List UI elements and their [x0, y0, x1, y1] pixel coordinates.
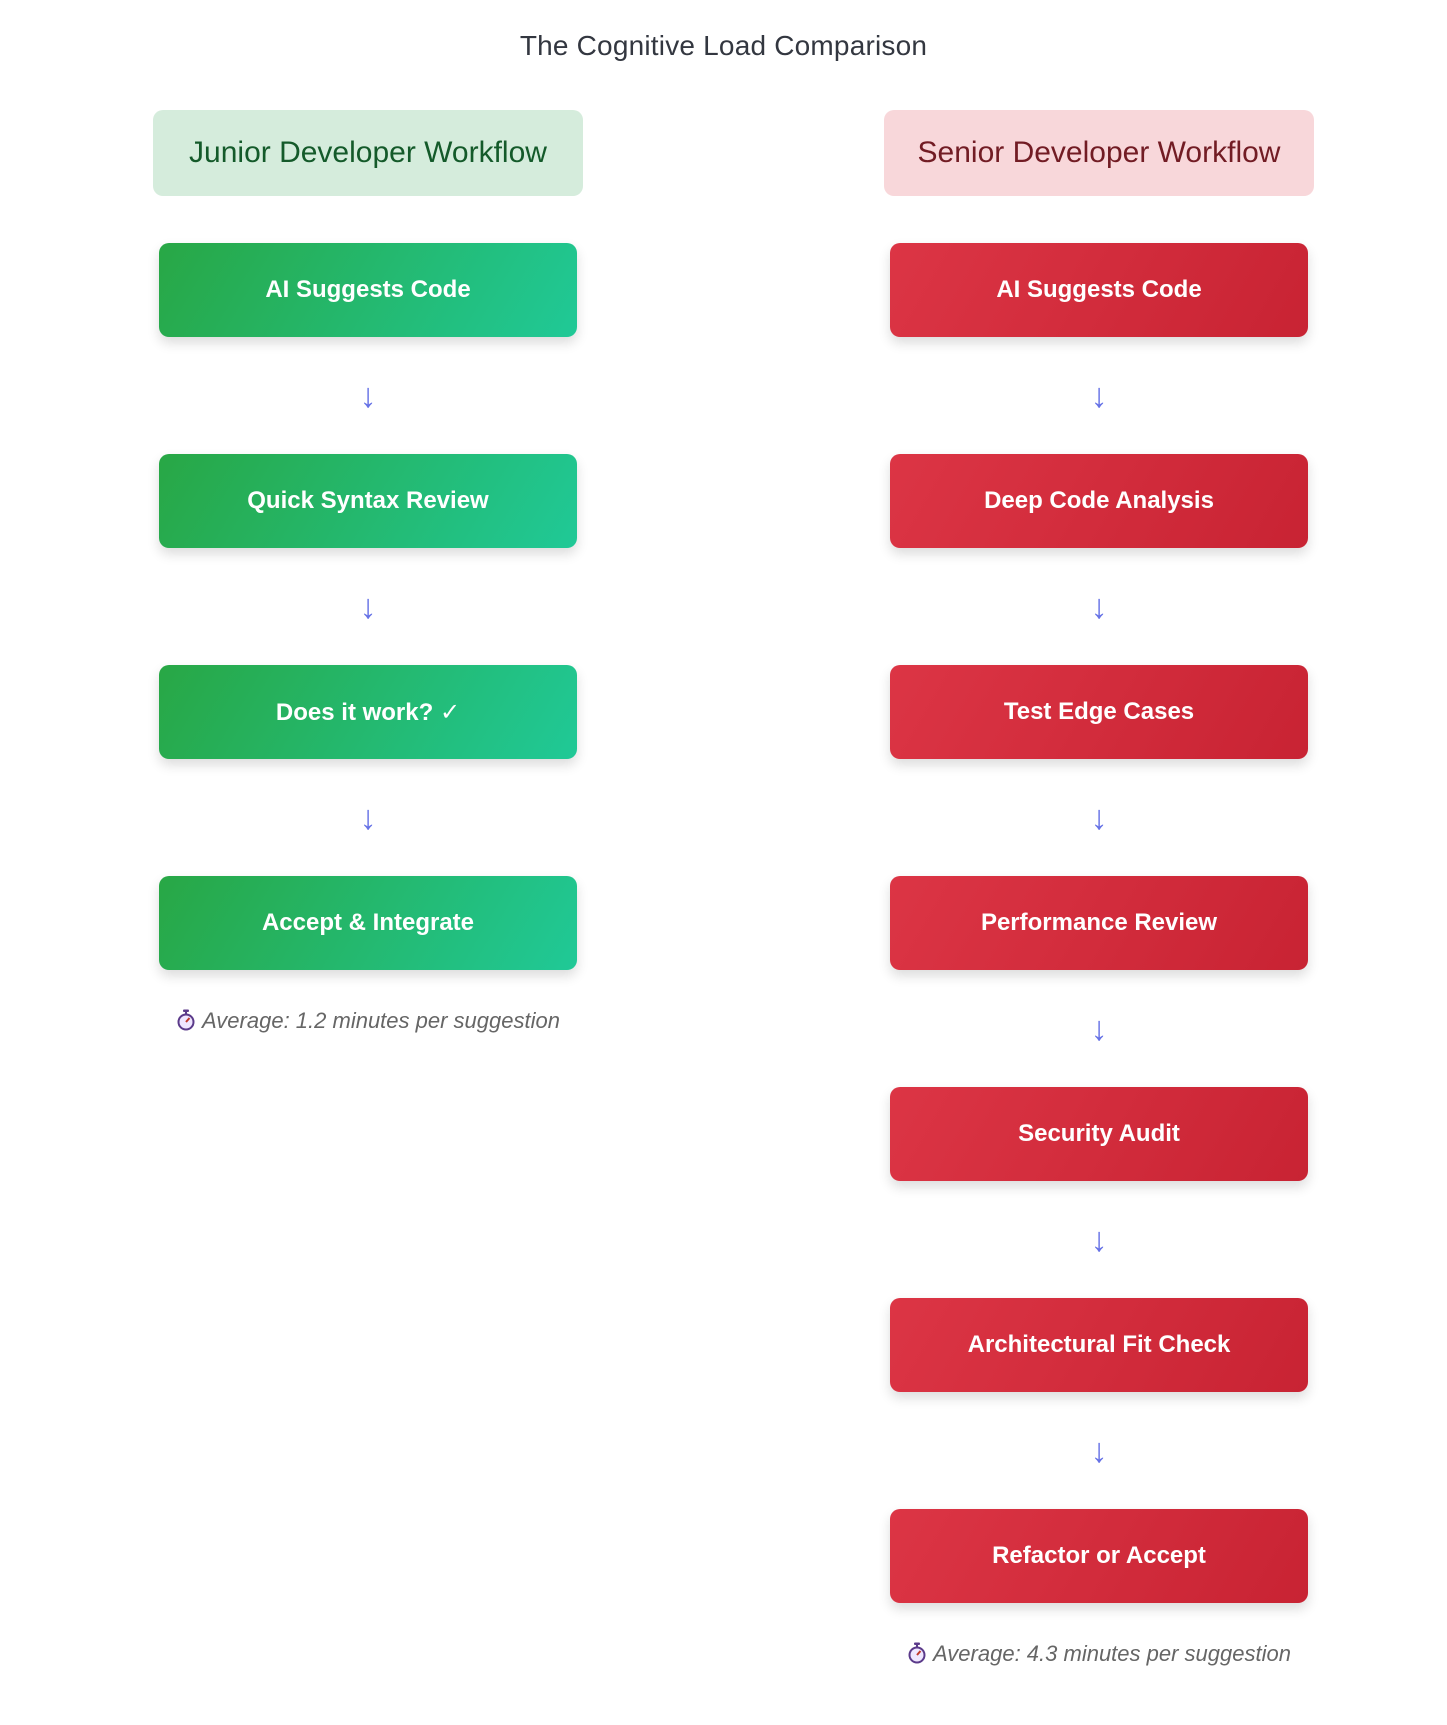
- flow-arrow-icon: ↓: [1090, 376, 1108, 415]
- junior-average-text: Average: 1.2 minutes per suggestion: [202, 1008, 560, 1033]
- flow-arrow-icon: ↓: [1090, 1009, 1108, 1048]
- flow-arrow-icon: ↓: [1090, 798, 1108, 837]
- stopwatch-icon: [907, 1642, 927, 1664]
- junior-step-quick-syntax-review: Quick Syntax Review: [159, 454, 577, 548]
- senior-average-text: Average: 4.3 minutes per suggestion: [933, 1641, 1291, 1666]
- page-title: The Cognitive Load Comparison: [519, 30, 928, 61]
- junior-step-does-it-work: Does it work? ✓: [159, 665, 577, 759]
- junior-workflow-header: Junior Developer Workflow: [153, 110, 583, 196]
- junior-step-accept-integrate: Accept & Integrate: [159, 876, 577, 970]
- flow-arrow-icon: ↓: [1090, 1431, 1108, 1470]
- flow-arrow-icon: ↓: [359, 376, 377, 415]
- senior-step-ai-suggests-code: AI Suggests Code: [890, 243, 1308, 337]
- senior-step-test-edge-cases: Test Edge Cases: [890, 665, 1308, 759]
- senior-average-time: [884, 1641, 1314, 1667]
- junior-step-ai-suggests-code: AI Suggests Code: [159, 243, 577, 337]
- flow-arrow-icon: ↓: [359, 798, 377, 837]
- senior-step-deep-code-analysis: Deep Code Analysis: [890, 454, 1308, 548]
- junior-workflow-column: [153, 110, 583, 1034]
- senior-step-refactor-or-accept: Refactor or Accept: [890, 1509, 1308, 1603]
- flow-arrow-icon: ↓: [1090, 587, 1108, 626]
- stopwatch-icon: [176, 1009, 196, 1031]
- senior-step-security-audit: Security Audit: [890, 1087, 1308, 1181]
- junior-average-time: [153, 1008, 583, 1034]
- senior-step-performance-review: Performance Review: [890, 876, 1308, 970]
- senior-workflow-steps: [884, 243, 1314, 1603]
- junior-workflow-steps: [153, 243, 583, 970]
- flow-arrow-icon: ↓: [1090, 1220, 1108, 1259]
- flow-arrow-icon: ↓: [359, 587, 377, 626]
- senior-workflow-column: [884, 110, 1314, 1667]
- senior-workflow-header: Senior Developer Workflow: [884, 110, 1314, 196]
- senior-step-architectural-fit-check: Architectural Fit Check: [890, 1298, 1308, 1392]
